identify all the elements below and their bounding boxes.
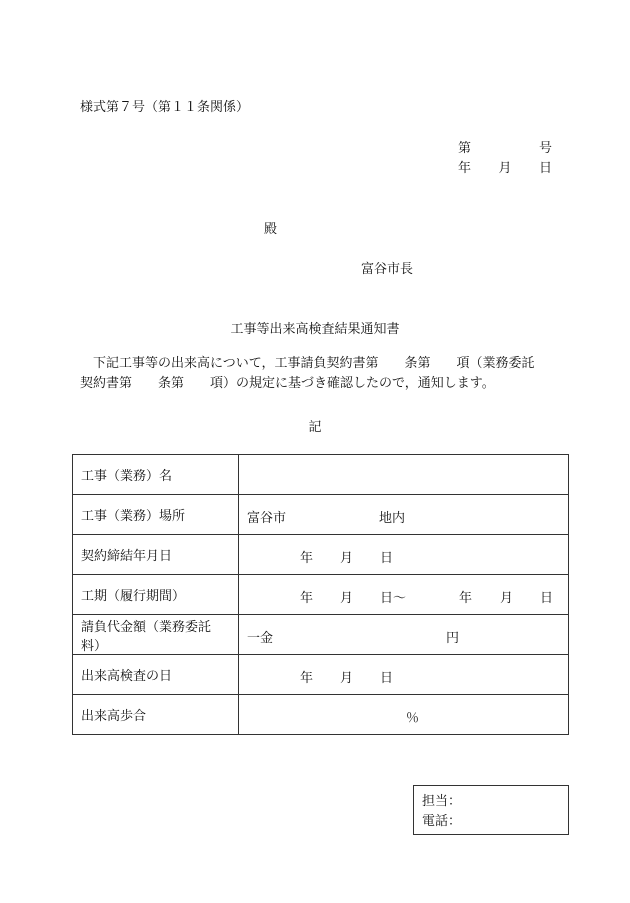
table-row xyxy=(73,655,569,695)
document-title: 工事等出来高検査結果通知書 xyxy=(230,322,400,337)
date-year: 年 xyxy=(458,161,472,176)
label-contract-date: 契約締結年月日 xyxy=(73,535,239,575)
body-part-2: 条第 xyxy=(404,356,431,371)
contact-person-label: 担当： xyxy=(422,794,462,809)
sender: 富谷市長 xyxy=(361,262,414,277)
label-progress-rate: 出来高歩合 xyxy=(73,695,239,735)
location-city: 富谷市 xyxy=(247,511,287,526)
location-area: 地内 xyxy=(379,511,406,526)
value-contract-date[interactable]: 年 月 日 xyxy=(239,535,569,575)
body-part-4: 契約書第 xyxy=(80,376,133,391)
value-project-name[interactable] xyxy=(239,455,569,495)
info-table xyxy=(72,454,569,735)
value-construction-period[interactable]: 年 月 日〜 年 月 日 xyxy=(239,575,569,615)
value-inspection-date[interactable]: 年 月 日 xyxy=(239,655,569,695)
table-row xyxy=(73,495,569,535)
date-month: 月 xyxy=(498,161,512,176)
label-project-name: 工事（業務）名 xyxy=(73,455,239,495)
contact-phone-label: 電話： xyxy=(422,814,462,829)
contact-box xyxy=(413,785,569,835)
body-part-6: 項）の規定に基づき確認したので，通知します。 xyxy=(210,376,495,391)
document-number xyxy=(458,137,552,156)
body-part-3: 項（業務委託 xyxy=(456,356,535,371)
docno-go: 号 xyxy=(538,141,552,156)
body-part-5: 条第 xyxy=(158,376,185,391)
form-number: 様式第７号（第１１条関係） xyxy=(80,100,250,115)
date-day: 日 xyxy=(538,161,552,176)
value-project-location[interactable] xyxy=(239,495,569,535)
table-row xyxy=(73,575,569,615)
body-part-1: 下記工事等の出来高について，工事請負契約書第 xyxy=(93,356,379,371)
ki-heading: 記 xyxy=(308,420,322,435)
addressee: 殿 xyxy=(264,222,278,237)
docno-dai: 第 xyxy=(458,141,472,156)
table-row xyxy=(73,615,569,655)
label-inspection-date: 出来高検査の日 xyxy=(73,655,239,695)
label-construction-period: 工期（履行期間） xyxy=(73,575,239,615)
body-text xyxy=(80,354,552,394)
document-date xyxy=(458,157,552,176)
table-row xyxy=(73,695,569,735)
value-progress-rate[interactable]: ％ xyxy=(239,695,569,735)
label-contract-amount: 請負代金額（業務委託料） xyxy=(73,615,239,655)
label-project-location: 工事（業務）場所 xyxy=(73,495,239,535)
value-contract-amount[interactable]: 一金 円 xyxy=(239,615,569,655)
table-row xyxy=(73,535,569,575)
table-row xyxy=(73,455,569,495)
